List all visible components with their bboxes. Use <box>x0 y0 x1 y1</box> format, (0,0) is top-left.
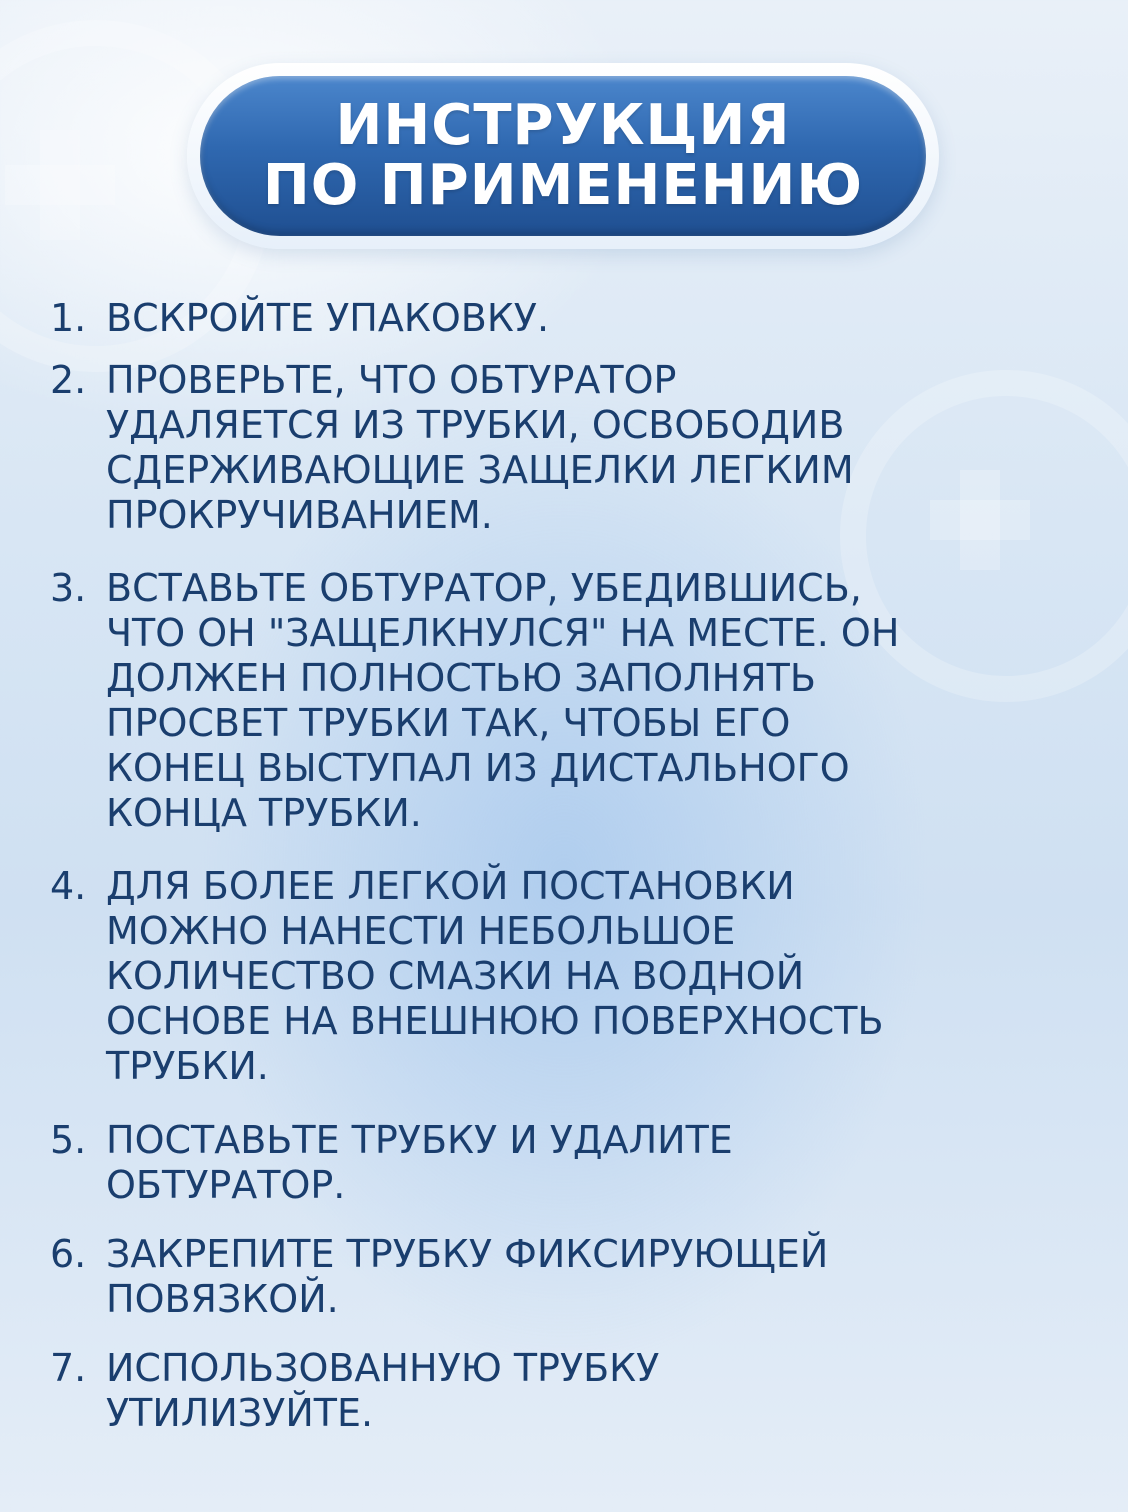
list-item <box>0 1232 1128 1322</box>
step-text-line: ВСКРОЙТЕ УПАКОВКУ. <box>106 296 550 340</box>
page-title-line-1: ИНСТРУКЦИЯ <box>335 93 791 158</box>
step-number: 1. <box>50 296 87 340</box>
step-text-line: КОНЦА ТРУБКИ. <box>106 791 422 835</box>
step-text <box>106 566 899 836</box>
step-text-line: ПОВЯЗКОЙ. <box>106 1277 339 1321</box>
step-number: 4. <box>50 864 87 908</box>
step-number: 6. <box>50 1232 87 1276</box>
step-text-line: ПРОСВЕТ ТРУБКИ ТАК, ЧТОБЫ ЕГО <box>106 701 791 745</box>
step-text-line: ПРОКРУЧИВАНИЕМ. <box>106 493 493 537</box>
step-text <box>106 358 854 538</box>
page-title-line-2: ПО ПРИМЕНЕНИЮ <box>262 153 864 218</box>
step-text <box>106 1118 733 1208</box>
step-text-line: ОСНОВЕ НА ВНЕШНЮЮ ПОВЕРХНОСТЬ <box>106 999 884 1043</box>
step-text-line: ТРУБКИ. <box>106 1044 269 1088</box>
step-number: 5. <box>50 1118 87 1162</box>
step-text-line: ВСТАВЬТЕ ОБТУРАТОР, УБЕДИВШИСЬ, <box>106 566 862 610</box>
step-text-line: ДЛЯ БОЛЕЕ ЛЕГКОЙ ПОСТАНОВКИ <box>106 864 795 908</box>
list-item <box>0 296 1128 341</box>
list-item <box>0 864 1128 1089</box>
step-text-line: ПРОВЕРЬТЕ, ЧТО ОБТУРАТОР <box>106 358 677 402</box>
step-text <box>106 864 884 1089</box>
background-cross-left-horizontal <box>5 165 115 205</box>
header-pill <box>200 76 926 236</box>
step-text-line: ЗАКРЕПИТЕ ТРУБКУ ФИКСИРУЮЩЕЙ <box>106 1232 829 1276</box>
step-number: 3. <box>50 566 87 610</box>
step-text-line: ДОЛЖЕН ПОЛНОСТЬЮ ЗАПОЛНЯТЬ <box>106 656 816 700</box>
step-text <box>106 296 549 341</box>
step-text-line: ПОСТАВЬТЕ ТРУБКУ И УДАЛИТЕ <box>106 1118 733 1162</box>
step-text-line: ЧТО ОН "ЗАЩЕЛКНУЛСЯ" НА МЕСТЕ. ОН <box>106 611 900 655</box>
step-text-line: КОНЕЦ ВЫСТУПАЛ ИЗ ДИСТАЛЬНОГО <box>106 746 850 790</box>
step-number: 2. <box>50 358 87 402</box>
step-text-line: УТИЛИЗУЙТЕ. <box>106 1391 374 1435</box>
list-item <box>0 1118 1128 1208</box>
step-text-line: УДАЛЯЕТСЯ ИЗ ТРУБКИ, ОСВОБОДИВ <box>106 403 845 447</box>
list-item <box>0 358 1128 538</box>
list-item <box>0 566 1128 836</box>
step-text <box>106 1346 659 1436</box>
step-text-line: ОБТУРАТОР. <box>106 1163 346 1207</box>
step-text-line: МОЖНО НАНЕСТИ НЕБОЛЬШОЕ <box>106 909 736 953</box>
step-number: 7. <box>50 1346 87 1390</box>
step-text-line: КОЛИЧЕСТВО СМАЗКИ НА ВОДНОЙ <box>106 954 805 998</box>
step-text <box>106 1232 828 1322</box>
step-text-line: СДЕРЖИВАЮЩИЕ ЗАЩЕЛКИ ЛЕГКИМ <box>106 448 854 492</box>
list-item <box>0 1346 1128 1436</box>
step-text-line: ИСПОЛЬЗОВАННУЮ ТРУБКУ <box>106 1346 660 1390</box>
